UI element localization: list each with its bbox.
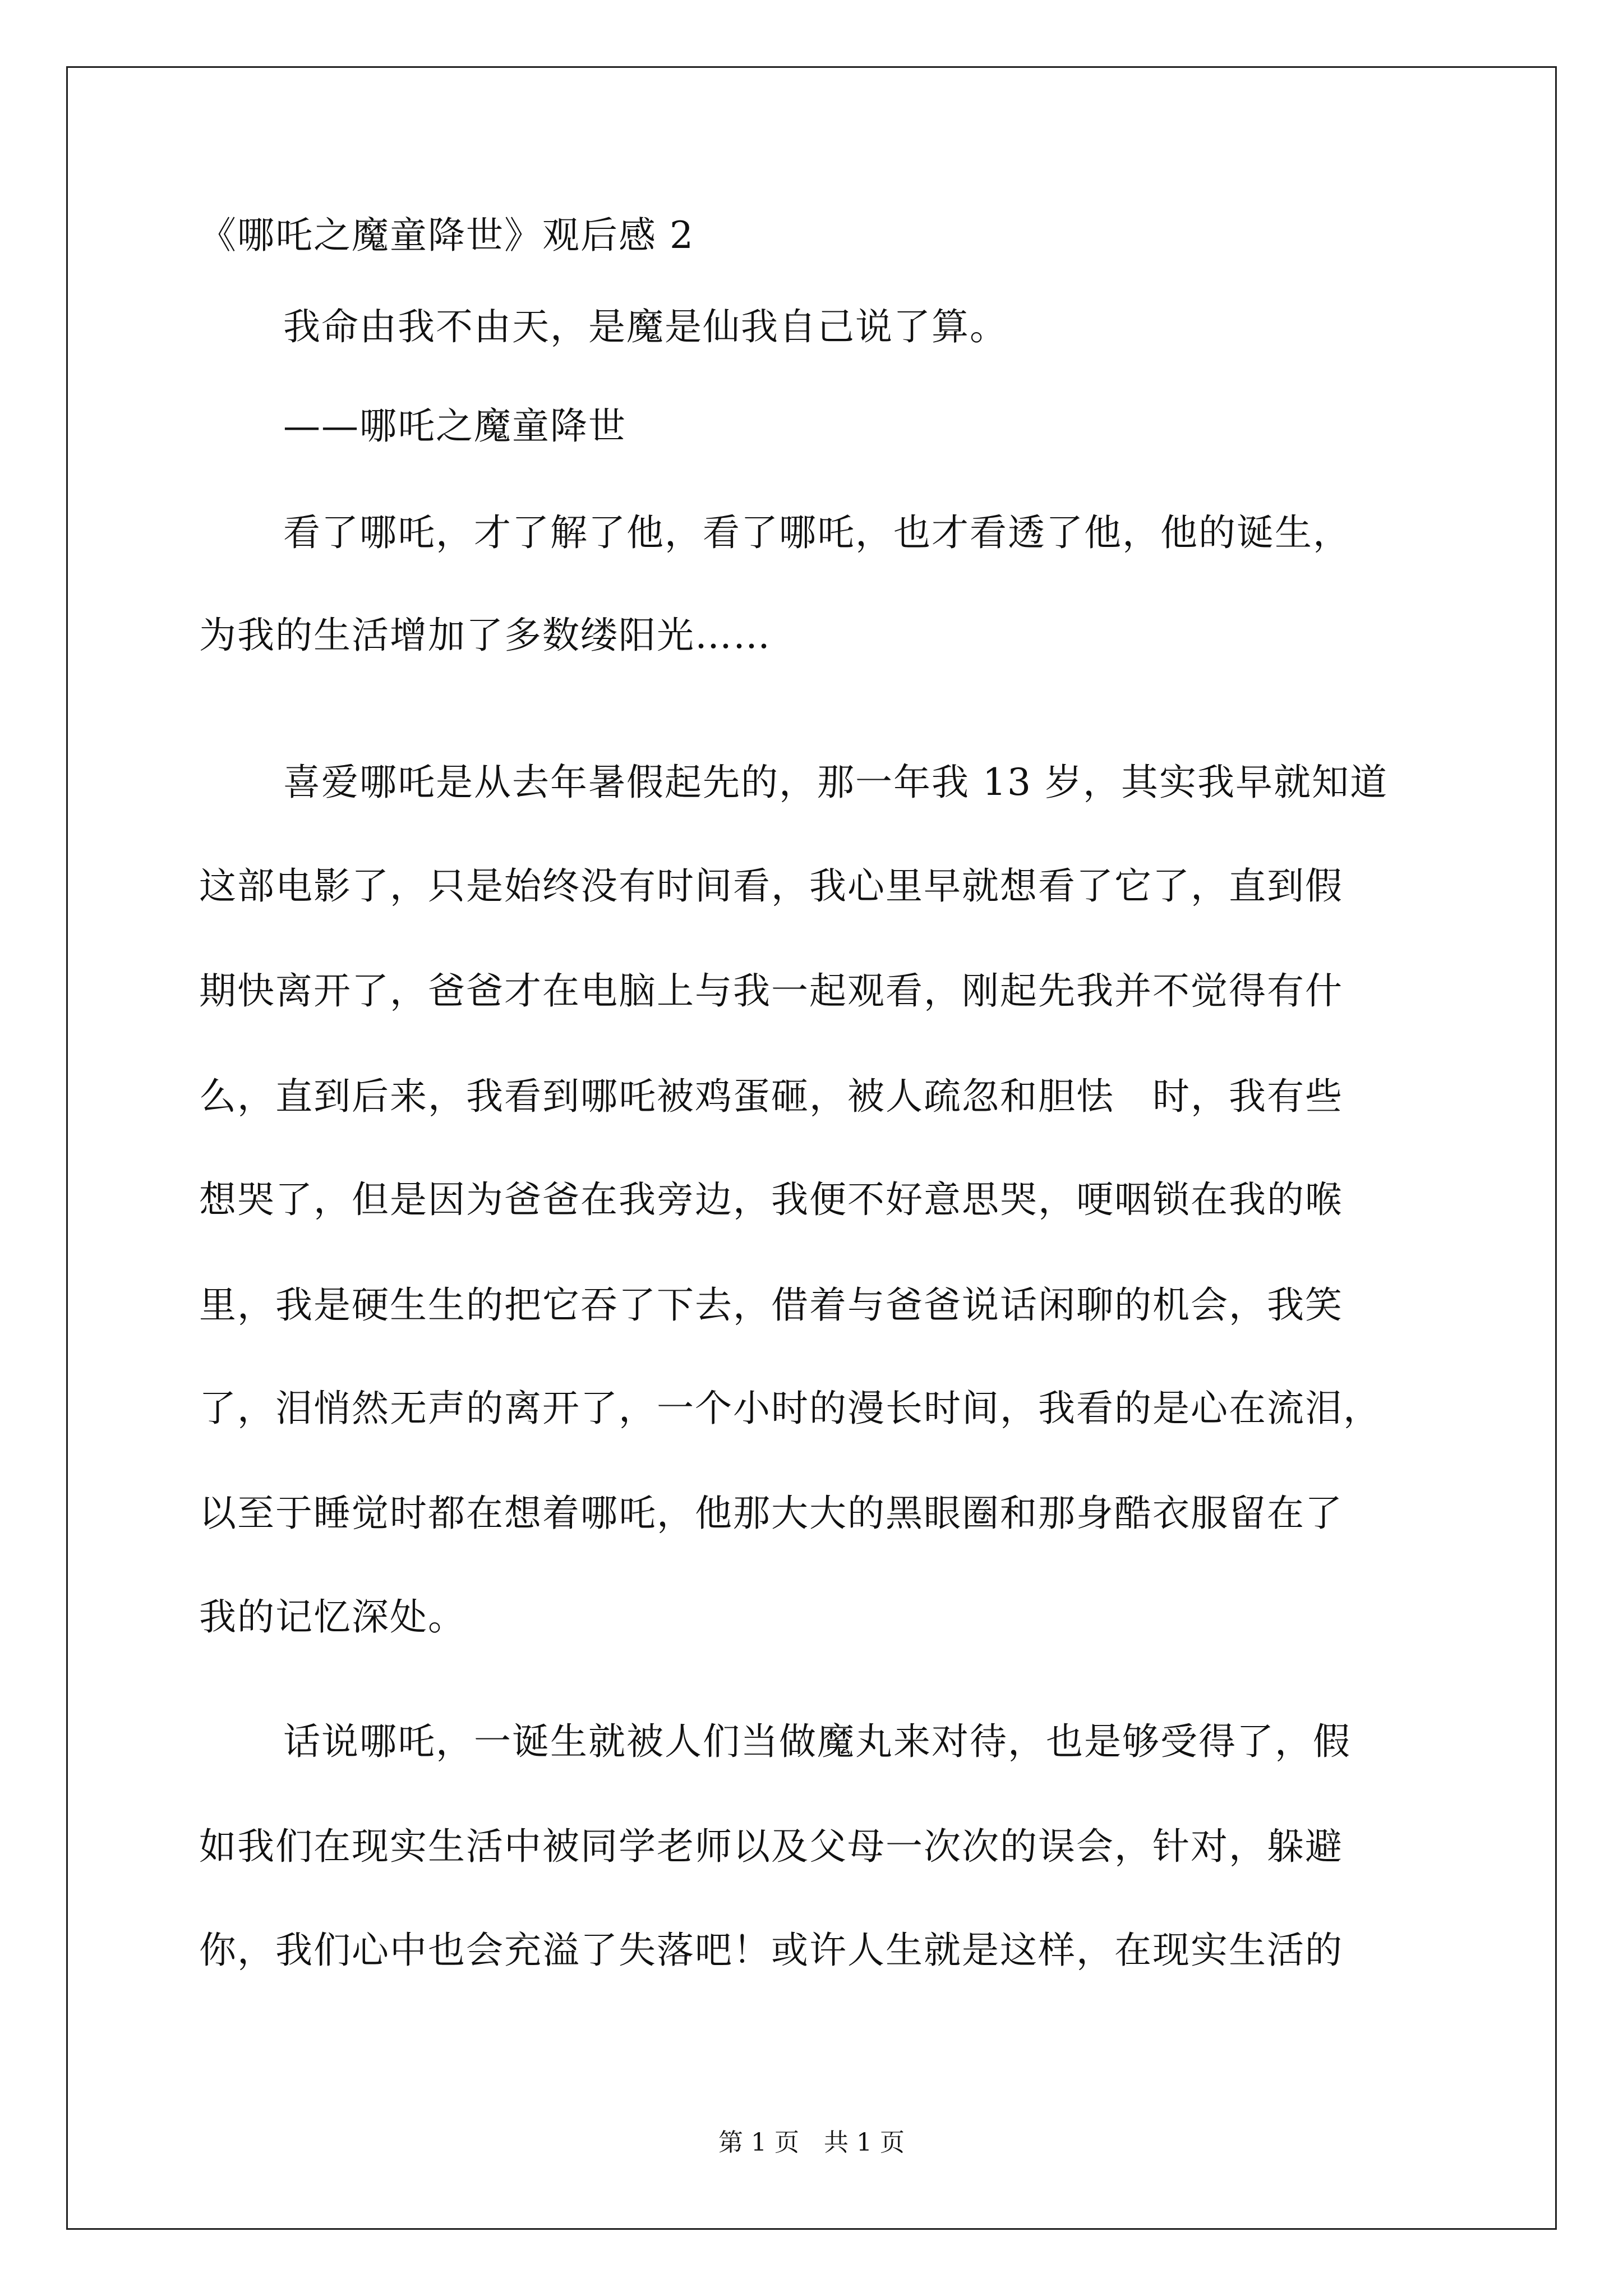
paragraph-line: 喜爱哪吒是从去年暑假起先的，那一年我 13 岁，其实我早就知道	[283, 761, 1388, 804]
paragraph-line: 期快离开了，爸爸才在电脑上与我一起观看，刚起先我并不觉得有什	[199, 969, 1343, 1013]
paragraph-line: 想哭了，但是因为爸爸在我旁边，我便不好意思哭，哽咽锁在我的喉	[199, 1178, 1343, 1221]
paragraph-line: 么，直到后来，我看到哪吒被鸡蛋砸，被人疏忽和胆怯 时，我有些	[199, 1075, 1343, 1118]
quote-source: ——哪吒之魔童降世	[283, 404, 626, 448]
page-number-footer: 第 1 页 共 1 页	[718, 2128, 905, 2157]
paragraph-line: 为我的生活增加了多数缕阳光……	[199, 614, 771, 657]
paragraph-line: 话说哪吒，一诞生就被人们当做魔丸来对待，也是够受得了，假	[283, 1720, 1351, 1763]
paragraph-line: 这部电影了，只是始终没有时间看，我心里早就想看了它了，直到假	[199, 864, 1343, 908]
document-title: 《哪吒之魔童降世》观后感 2	[199, 214, 694, 257]
paragraph-line: 如我们在现实生活中被同学老师以及父母一次次的误会，针对，躲避	[199, 1825, 1343, 1868]
paragraph-line: 你，我们心中也会充溢了失落吧！或许人生就是这样，在现实生活的	[199, 1929, 1343, 1972]
paragraph-line: 里，我是硬生生的把它吞了下去，借着与爸爸说话闲聊的机会，我笑	[199, 1283, 1343, 1327]
page-border	[66, 66, 1557, 2230]
quote-text: 我命由我不由天，是魔是仙我自己说了算。	[283, 305, 1008, 348]
paragraph-line: 看了哪吒，才了解了他，看了哪吒，也才看透了他，他的诞生，	[283, 511, 1351, 554]
paragraph-line: 以至于睡觉时都在想着哪吒，他那大大的黑眼圈和那身酷衣服留在了	[199, 1492, 1343, 1535]
paragraph-line: 我的记忆深处。	[199, 1595, 466, 1639]
paragraph-line: 了，泪悄然无声的离开了，一个小时的漫长时间，我看的是心在流泪，	[199, 1387, 1381, 1430]
